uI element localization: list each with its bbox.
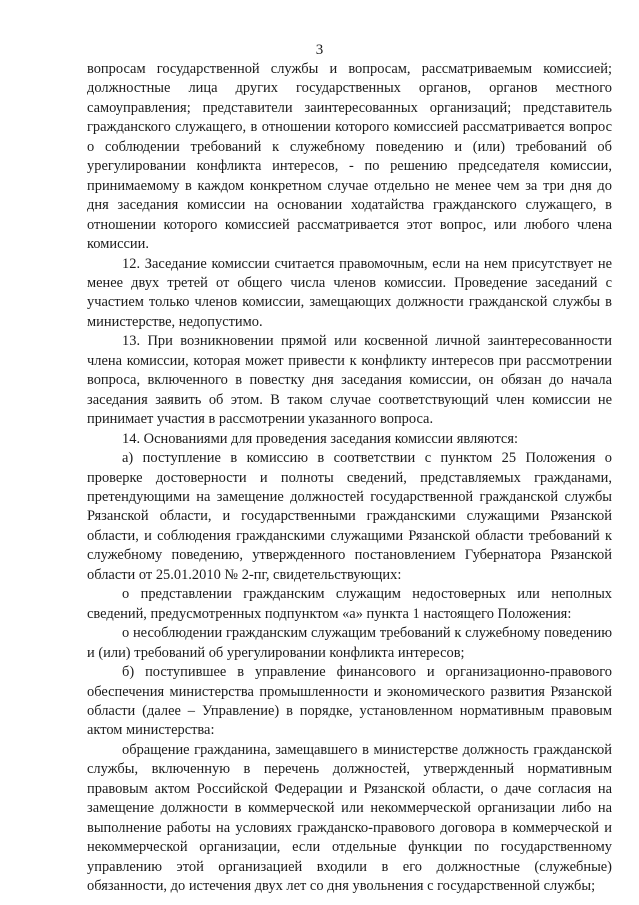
paragraph-14: 14. Основаниями для проведения заседания комиссии являются:: [122, 430, 518, 447]
document-body: [87, 60, 612, 896]
page-number: 3: [315, 42, 324, 58]
paragraph-12: 12. Заседание комиссии считается правомочным, если на нем присутствует не менее двух третей от общего числа членов комиссии. Проведение заседаний с участием только членов комиссии, замещающих должности гражданской службы в министерстве, недопустимо.: [87, 255, 612, 330]
paragraph-14-b-item-1: обращение гражданина, замещавшего в министерстве должность гражданской службы, включенную в перечень должностей, утвержденный нормативным правовым актом Российской Федерации и Рязанской области, о даче согласия на замещение должности в коммерческой или некоммерческой организации либо на выполнение работы на условиях гражданско-правового договора в коммерческой и некоммерческой организации, если отдельные функции по государственному управлению этой организацией входили в его должностные (служебные) обязанности, до истечения двух лет со дня увольнения с государственной службы;: [87, 741, 612, 895]
paragraph-14-a: а) поступление в комиссию в соответствии с пунктом 25 Положения о проверке достоверности и полноты сведений, представляемых гражданами, претендующими на замещение должностей государственной гражданской службы Рязанской области, и государственными гражданскими служащими Рязанской области, и соблюдения гражданскими служащими Рязанской области требований к служебному поведению, утвержденного постановлением Губернатора Рязанской области от 25.01.2010 № 2-пг, свидетельствующих:: [87, 450, 612, 583]
paragraph-14-b: б) поступившее в управление финансового и организационно-правового обеспечения министерства промышленности и экономического развития Рязанской области (далее – Управление) в порядке, установленном нормативным правовым актом министерства:: [87, 664, 612, 739]
paragraph-13: 13. При возникновении прямой или косвенной личной заинтересованности члена комиссии, которая может привести к конфликту интересов при рассмотрении вопроса, включенного в повестку дня заседания комиссии, он обязан до начала заседания заявить об этом. В таком случае соответствующий член комиссии не принимает участия в рассмотрении указанного вопроса.: [87, 333, 612, 428]
paragraph-14-a-item-1: о представлении гражданским служащим недостоверных или неполных сведений, предусмотренных подпунктом «а» пункта 1 настоящего Положения:: [87, 586, 612, 622]
paragraph-members-continuation: вопросам государственной службы и вопросам, рассматриваемым комиссией; должностные лица других государственных органов, органов местного самоуправления; представители заинтересованных организаций; представитель гражданского служащего, в отношении которого комиссией рассматривается вопрос о соблюдении требований к служебному поведению и (или) требований об урегулировании конфликта интересов, - по решению председателя комиссии, принимаемому в каждом конкретном случае отдельно не менее чем за три дня до дня заседания комиссии на основании ходатайства гражданского служащего, в отношении которого комиссией рассматривается этот вопрос, или любого члена комиссии.: [87, 61, 612, 253]
paragraph-14-a-item-2: о несоблюдении гражданским служащим требований к служебному поведению и (или) требований об урегулировании конфликта интересов;: [87, 625, 612, 661]
